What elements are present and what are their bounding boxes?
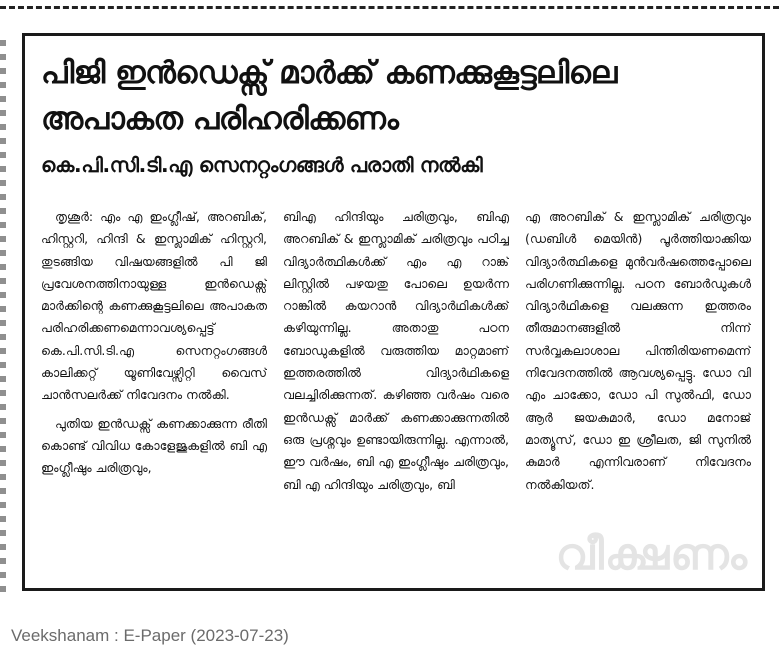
article-subheadline: കെ.പി.സി.ടി.എ സെനറ്റംഗങ്ങൾ പരാതി നൽകി (41, 153, 483, 177)
article-column-2 (283, 206, 509, 586)
column-1-paragraph-2: പുതിയ ഇൻഡക്സ് കണക്കാക്കുന്ന രീതി കൊണ്ട് വിവിധ കോളേജുകളിൽ ബി എ ഇംഗ്ലീഷും ചരിത്രവും, (41, 415, 267, 476)
article-column-1 (41, 206, 267, 586)
publisher-watermark: വീക്ഷണം (555, 529, 748, 580)
epaper-source-caption: Veekshanam : E-Paper (2023-07-23) (11, 626, 289, 645)
column-3-paragraph-1: എ അറബിക് & ഇസ്ലാമിക് ചരിത്രവും (ഡബിൾ മെയിൻ) പൂർത്തിയാക്കിയ വിദ്യാർത്ഥികളെ മുൻവർഷത്തെപ്പോലെ പരിഗണിക്കുന്നില്ല. പഠന ബോർഡുകൾ വിദ്യാർഥികളെ വലക്കുന്ന ഇത്തരം തീരുമാനങ്ങളിൽ നിന്ന് സർവ്വകലാശാല പിന്തിരിയണമെന്ന് നിവേദനത്തിൽ ആവശ്യപ്പെട്ടു. ഡോ വി എം ചാക്കോ, ഡോ പി സുൽഫി, ഡോ ആർ ജയകുമാർ, ഡോ മനോജ് മാത്യൂസ്, ഡോ ഇ ശ്രീലത, ജി സുനിൽ കുമാർ എന്നിവരാണ് നിവേദനം നൽകിയത്. (525, 209, 751, 492)
column-1-paragraph-1: തൃശൂർ: എം എ ഇംഗ്ലീഷ്, അറബിക്, ഹിസ്റ്ററി, ഹിന്ദി & ഇസ്ലാമിക് ഹിസ്റ്ററി, തുടങ്ങിയ വിഷയങ്ങളിൽ പി ജി പ്രവേശനത്തിനായുള്ള ഇൻഡെക്സ് മാർക്കിന്റെ കണക്കുകൂട്ടലിലെ അപാകത പരിഹരിക്കണമെന്നാവശ്യപ്പെട്ട് കെ.പി.സി.ടി.എ സെനറ്റംഗങ്ങൾ കാലിക്കറ്റ് യൂണിവേഴ്സിറ്റി വൈസ് ചാൻസലർക്ക് നിവേദനം നൽകി. (41, 209, 267, 403)
article-headline: പിജി ഇൻഡെക്സ് മാർക്ക് കണക്കുകൂട്ടലിലെ അപാകത പരിഹരിക്കണം (41, 55, 617, 137)
scissor-cut-line (0, 6, 779, 9)
article-body (41, 206, 751, 586)
news-article (22, 33, 765, 591)
page-edge-marks (0, 40, 6, 600)
column-2-paragraph-1: ബിഎ ഹിന്ദിയും ചരിത്രവും, ബിഎ അറബിക് & ഇസ്ലാമിക് ചരിത്രവും പഠിച്ച വിദ്യാർത്ഥികൾക്ക് എം എ റാങ്ക് ലിസ്റ്റിൽ പഴയതു പോലെ ഉയർന്ന റാങ്കിൽ കയറാൻ വിദ്യാർഥികൾക്ക് കഴിയുന്നില്ല. അതാതു പഠന ബോഡുകളിൽ വരുത്തിയ മാറ്റമാണ് ഇത്തരത്തിൽ വിദ്യാർഥികളെ വലച്ചിരിക്കുന്നത്. കഴിഞ്ഞ വർഷം വരെ ഇൻഡക്സ് മാർക്ക് കണക്കാക്കുന്നതിൽ ഒരു പ്രശ്നവും ഉണ്ടായിരുന്നില്ല. എന്നാൽ, ഈ വർഷം, ബി എ ഇംഗ്ലീഷും ചരിത്രവും, ബി എ ഹിന്ദിയും ചരിത്രവും, ബി (283, 209, 509, 492)
article-column-3 (525, 206, 751, 586)
